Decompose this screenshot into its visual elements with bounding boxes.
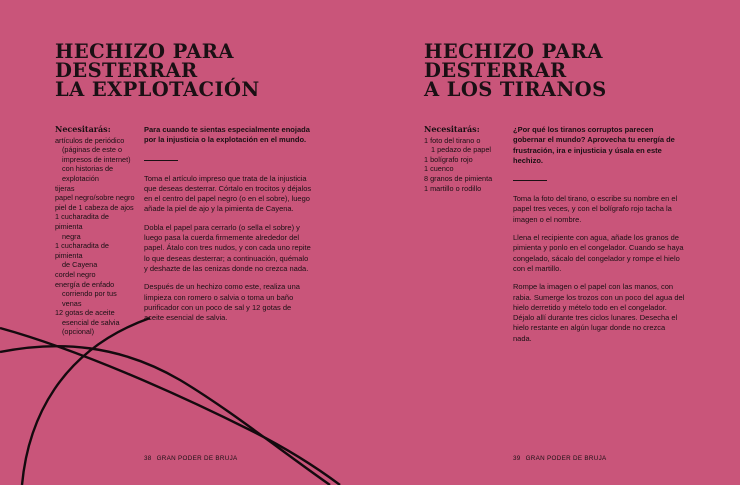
page-number: 38 [144, 455, 152, 462]
left-page-title [55, 42, 260, 99]
right-ingredients [424, 125, 504, 193]
divider [144, 160, 178, 161]
divider [513, 180, 547, 181]
ingredient-item: 1 cucharadita de pimienta [55, 212, 109, 231]
title-line: LA EXPLOTACIÓN [55, 78, 260, 101]
ingredient-item: esencial de salvia [62, 317, 120, 327]
right-page [370, 0, 740, 485]
ingredient-item: negra [62, 231, 81, 241]
right-page-title [424, 42, 607, 99]
ingredient-item: con historias de [62, 164, 114, 174]
ingredient-item: impresos de internet) [62, 154, 131, 164]
paragraph: Después de un hechizo como este, realiza una limpieza con romero o salvia o toma un baño purificador con un poco de sal y 12 gotas de aceite esencial de salvia. [144, 282, 300, 323]
ingredient-item: 1 foto del tirano o [424, 135, 481, 145]
ingredient-item: 1 bolígrafo rojo [424, 154, 473, 164]
left-body [144, 125, 312, 331]
ingredient-item: 1 pedazo de papel [431, 145, 492, 155]
running-head: GRAN PODER DE BRUJA [156, 455, 238, 462]
ingredients-label: Necesitarás: [55, 124, 111, 134]
title-line: HECHIZO PARA [424, 40, 603, 63]
paragraph: Rompe la imagen o el papel con las manos, con rabia. Sumerge los trozos con un poco del agua del hielo derretido y mételo todo en el congelador. Déjalo allí durante tres ciclos lunares. Desecha el hielo restante en algún lugar donde no crezca nada. [513, 282, 685, 343]
right-footer [513, 455, 612, 462]
ingredient-item: tijeras [55, 183, 75, 193]
ingredient-item: energía de enfado [55, 279, 115, 289]
running-head: GRAN PODER DE BRUJA [525, 455, 607, 462]
paragraph: Dobla el papel para cerrarlo (o sella el sobre) y luego pasa la cuerda firmemente alrededor del papel. Átalo con tres nudos, y con cada uno repite lo que deseas desterrar; a continuación, quémalo y deshazte de las cenizas donde no crezca nada. [144, 222, 311, 273]
right-body [513, 125, 685, 352]
ingredient-item: artículos de periódico [55, 135, 125, 145]
ingredient-item: explotación [62, 173, 99, 183]
ingredient-item: cordel negro [55, 269, 96, 279]
paragraph: Llena el recipiente con agua, añade los granos de pimienta y ponlo en el congelador. Cuando se haya congelado, sácalo del congelador y rompe el hielo con el martillo. [513, 233, 684, 273]
ingredient-item: (opcional) [62, 327, 95, 337]
ingredient-item: de Cayena [62, 260, 98, 270]
intro-text: ¿Por qué los tiranos corruptos parecen gobernar el mundo? Aprovecha tu energía de frustración, ira e injusticia y úsala en este hechizo. [513, 125, 675, 165]
page-number: 39 [513, 455, 521, 462]
intro-text: Para cuando te sientas especialmente enojada por la injusticia o la explotación en el mundo. [144, 125, 310, 145]
left-ingredients [55, 125, 135, 337]
title-line: HECHIZO PARA [55, 40, 234, 63]
title-line: A LOS TIRANOS [424, 78, 607, 101]
ingredients-list [55, 136, 135, 337]
ingredient-item: 1 martillo o rodillo [424, 183, 482, 193]
ingredient-item: (páginas de este o [62, 145, 123, 155]
ingredient-item: papel negro/sobre negro [55, 193, 135, 203]
ingredients-list [424, 136, 504, 194]
ingredient-item: 1 cuenco [424, 164, 454, 174]
ingredient-item: 1 cucharadita de pimienta [55, 241, 109, 260]
ingredient-item: 12 gotas de aceite [55, 308, 115, 318]
title-line: DESTERRAR [55, 59, 198, 82]
left-footer [144, 455, 243, 462]
paragraph: Toma el artículo impreso que trata de la injusticia que deseas desterrar. Córtalo en trocitos y déjalos en el centro del papel negro (o en el sobre), luego añade la piel de ajo y la pimienta de Cayena. [144, 173, 312, 214]
ingredient-item: corriendo por tus venas [62, 289, 117, 308]
ingredient-item: piel de 1 cabeza de ajos [55, 202, 134, 212]
title-line: DESTERRAR [424, 59, 567, 82]
ingredients-label: Necesitarás: [424, 124, 480, 134]
paragraph: Toma la foto del tirano, o escribe su nombre en el papel tres veces, y con el bolígrafo rojo tacha la imagen o el nombre. [513, 194, 678, 224]
ingredient-item: 8 granos de pimienta [424, 173, 493, 183]
